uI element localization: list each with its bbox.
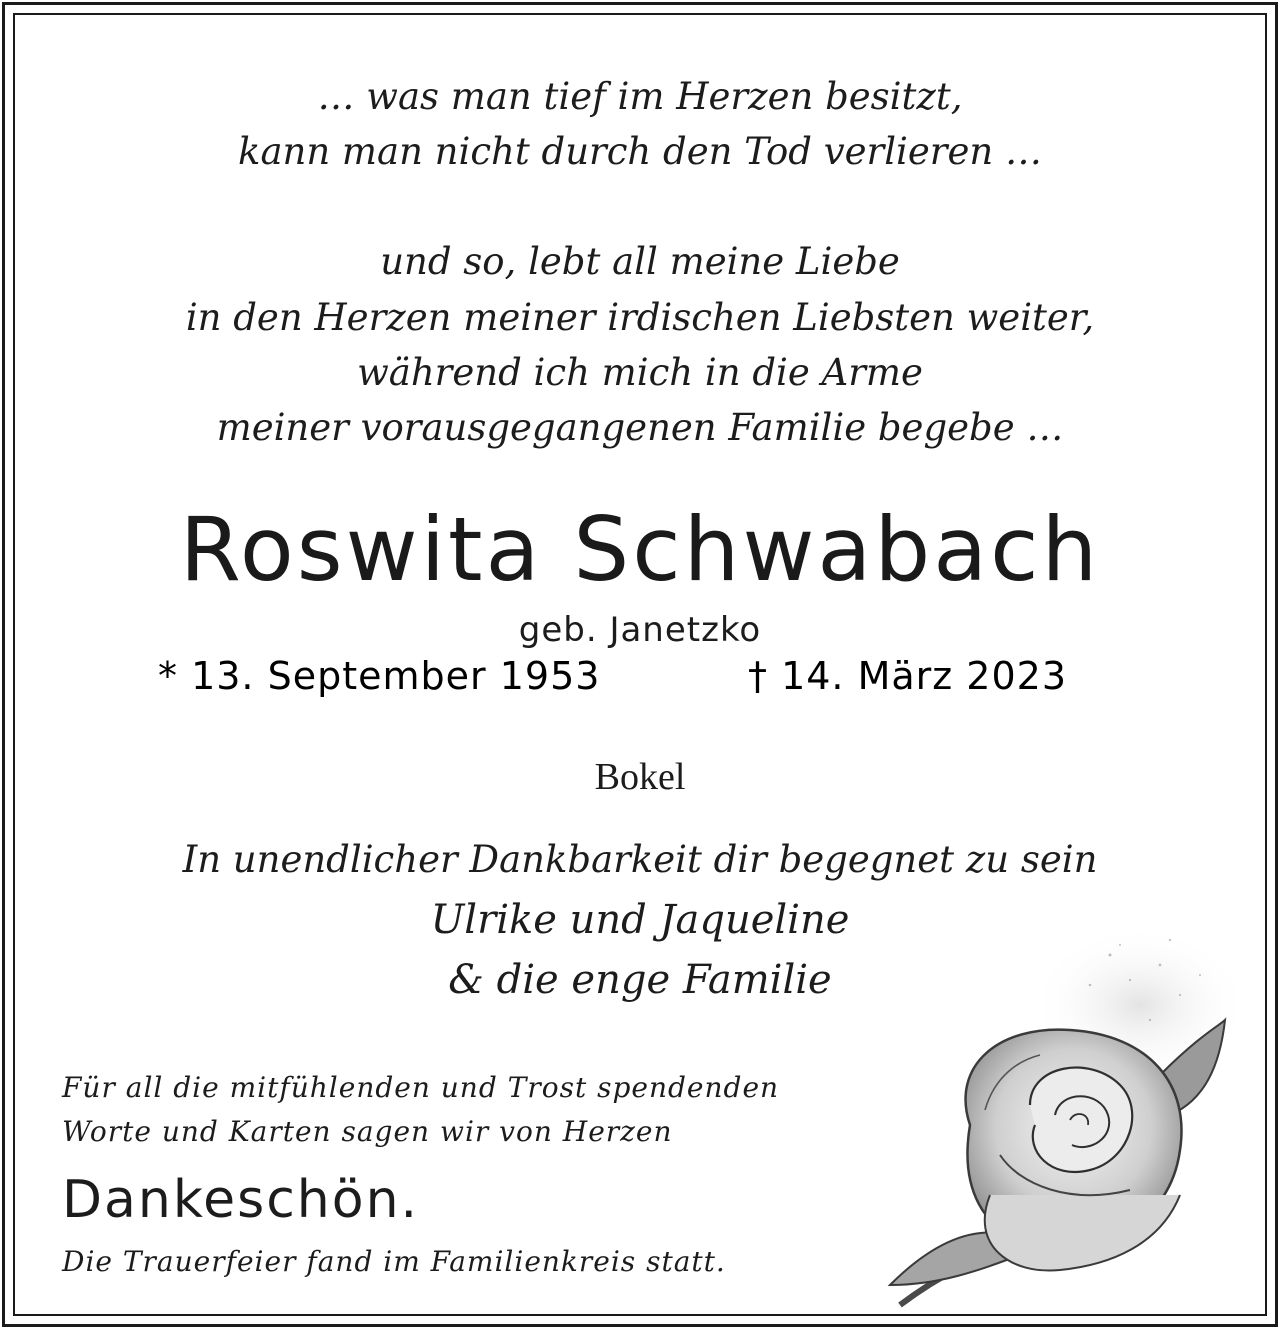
mourners-line-3: & die enge Familie [448, 957, 832, 1003]
verse-line-4: in den Herzen meiner irdischen Liebsten weiter, [185, 296, 1095, 339]
birth-date: * 13. September 1953 [158, 654, 601, 698]
verse-line-2: kann man nicht durch den Tod verlieren … [238, 130, 1042, 173]
ceremony-note: Die Trauerfeier fand im Familienkreis statt. [62, 1245, 726, 1278]
rose-icon [860, 925, 1260, 1315]
thanks-line-1: Für all die mitfühlenden und Trost spendenden [62, 1071, 780, 1104]
mourners-line-1: In unendlicher Dankbarkeit dir begegnet zu sein [182, 838, 1098, 881]
mourners-line-2: Ulrike und Jaqueline [430, 897, 850, 943]
place: Bokel [594, 756, 686, 798]
death-date: † 14. März 2023 [748, 654, 1068, 698]
deceased-name: Roswita Schwabach [179, 498, 1101, 601]
birth-name: geb. Janetzko [518, 610, 762, 650]
thanks-line-2: Worte und Karten sagen wir von Herzen [62, 1115, 673, 1148]
dankeschoen: Dankeschön. [62, 1170, 420, 1230]
verse-line-3: und so, lebt all meine Liebe [380, 240, 900, 283]
verse-line-6: meiner vorausgegangenen Familie begebe … [216, 406, 1064, 449]
life-dates [0, 654, 1280, 702]
verse-line-1: … was man tief im Herzen besitzt, [317, 75, 963, 118]
verse-line-5: während ich mich in die Arme [357, 351, 923, 394]
